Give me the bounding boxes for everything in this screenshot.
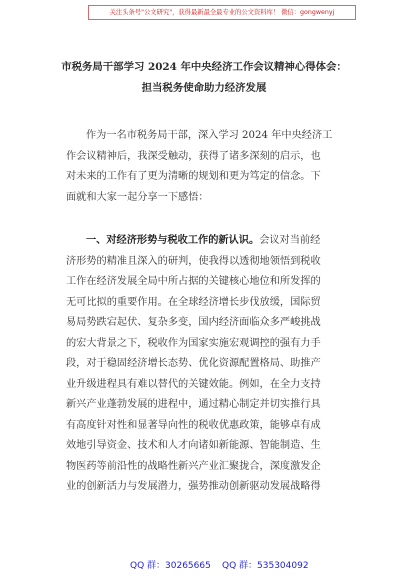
paragraph-line: 济形势的精准且深入的研判，使我得以透彻地领悟到税收 bbox=[66, 255, 321, 267]
paragraph-line: 的宏大背景之下，税收作为国家实施宏观调控的强有力手 bbox=[66, 337, 321, 349]
paragraph-line: 段，对于稳固经济增长态势、优化资源配置格局、助推产 bbox=[66, 358, 321, 369]
paragraph-line: 工作在经济发展全局中所占据的关键核心地位和所发挥的 bbox=[66, 276, 321, 287]
paragraph-line: 有高度针对性和显著导向性的税收优惠政策，能够卓有成 bbox=[66, 419, 321, 431]
promo-banner: 关注头条号"公文研究"，获得最新最全最专业的公文资料库！ 微信：gongwenyj bbox=[88, 5, 356, 20]
section-heading: 一、对经济形势与税收工作的新认识。 bbox=[86, 234, 260, 246]
paragraph-line: 效地引导资金、技术和人才向诸如新能源、智能制造、生 bbox=[66, 440, 321, 451]
paragraph-line: 业的创新活力与发展潜力，强势推动创新驱动发展战略得 bbox=[66, 481, 321, 492]
paragraph-line: 作会议精神后，我深受触动，获得了诸多深刻的启示，也 bbox=[66, 150, 321, 162]
qq-group-2: QQ 群：535304092 bbox=[222, 561, 309, 571]
paragraph-line: 易局势跌宕起伏、复杂多变，国内经济面临众多严峻挑战 bbox=[66, 317, 321, 328]
paragraph-line: 作为一名市税务局干部，深入学习 2024 年中央经济工 bbox=[86, 130, 333, 141]
paragraph-line: 无可比拟的重要作用。在全球经济增长步伐放缓，国际贸 bbox=[66, 296, 321, 308]
paragraph-line: 新兴产业蓬勃发展的进程中，通过精心制定并切实推行具 bbox=[66, 399, 321, 410]
paragraph-line: 业升级进程具有难以替代的关键效能。例如，在全力支持 bbox=[66, 378, 321, 390]
document-title-line2: 担当税务使命助力经济发展 bbox=[141, 82, 267, 94]
paragraph-line bbox=[66, 230, 349, 252]
section-one-paragraph bbox=[66, 230, 349, 498]
paragraph-line: 物医药等前沿性的战略性新兴产业汇聚拢合，深度激发企 bbox=[66, 460, 321, 472]
paragraph-line: 对未来的工作有了更为清晰的规划和更为笃定的信念。下 bbox=[66, 171, 321, 182]
document-title-line1: 市税务局干部学习 2024 年中央经济工作会议精神心得体会： bbox=[61, 61, 347, 73]
paragraph-line-rest: 会议对当前经 bbox=[259, 235, 321, 246]
paragraph-line: 面就和大家一起分享一下感悟： bbox=[66, 191, 209, 203]
qq-group-1: QQ 群：30265665 bbox=[130, 561, 211, 571]
intro-paragraph bbox=[66, 126, 349, 208]
footer bbox=[0, 556, 408, 574]
